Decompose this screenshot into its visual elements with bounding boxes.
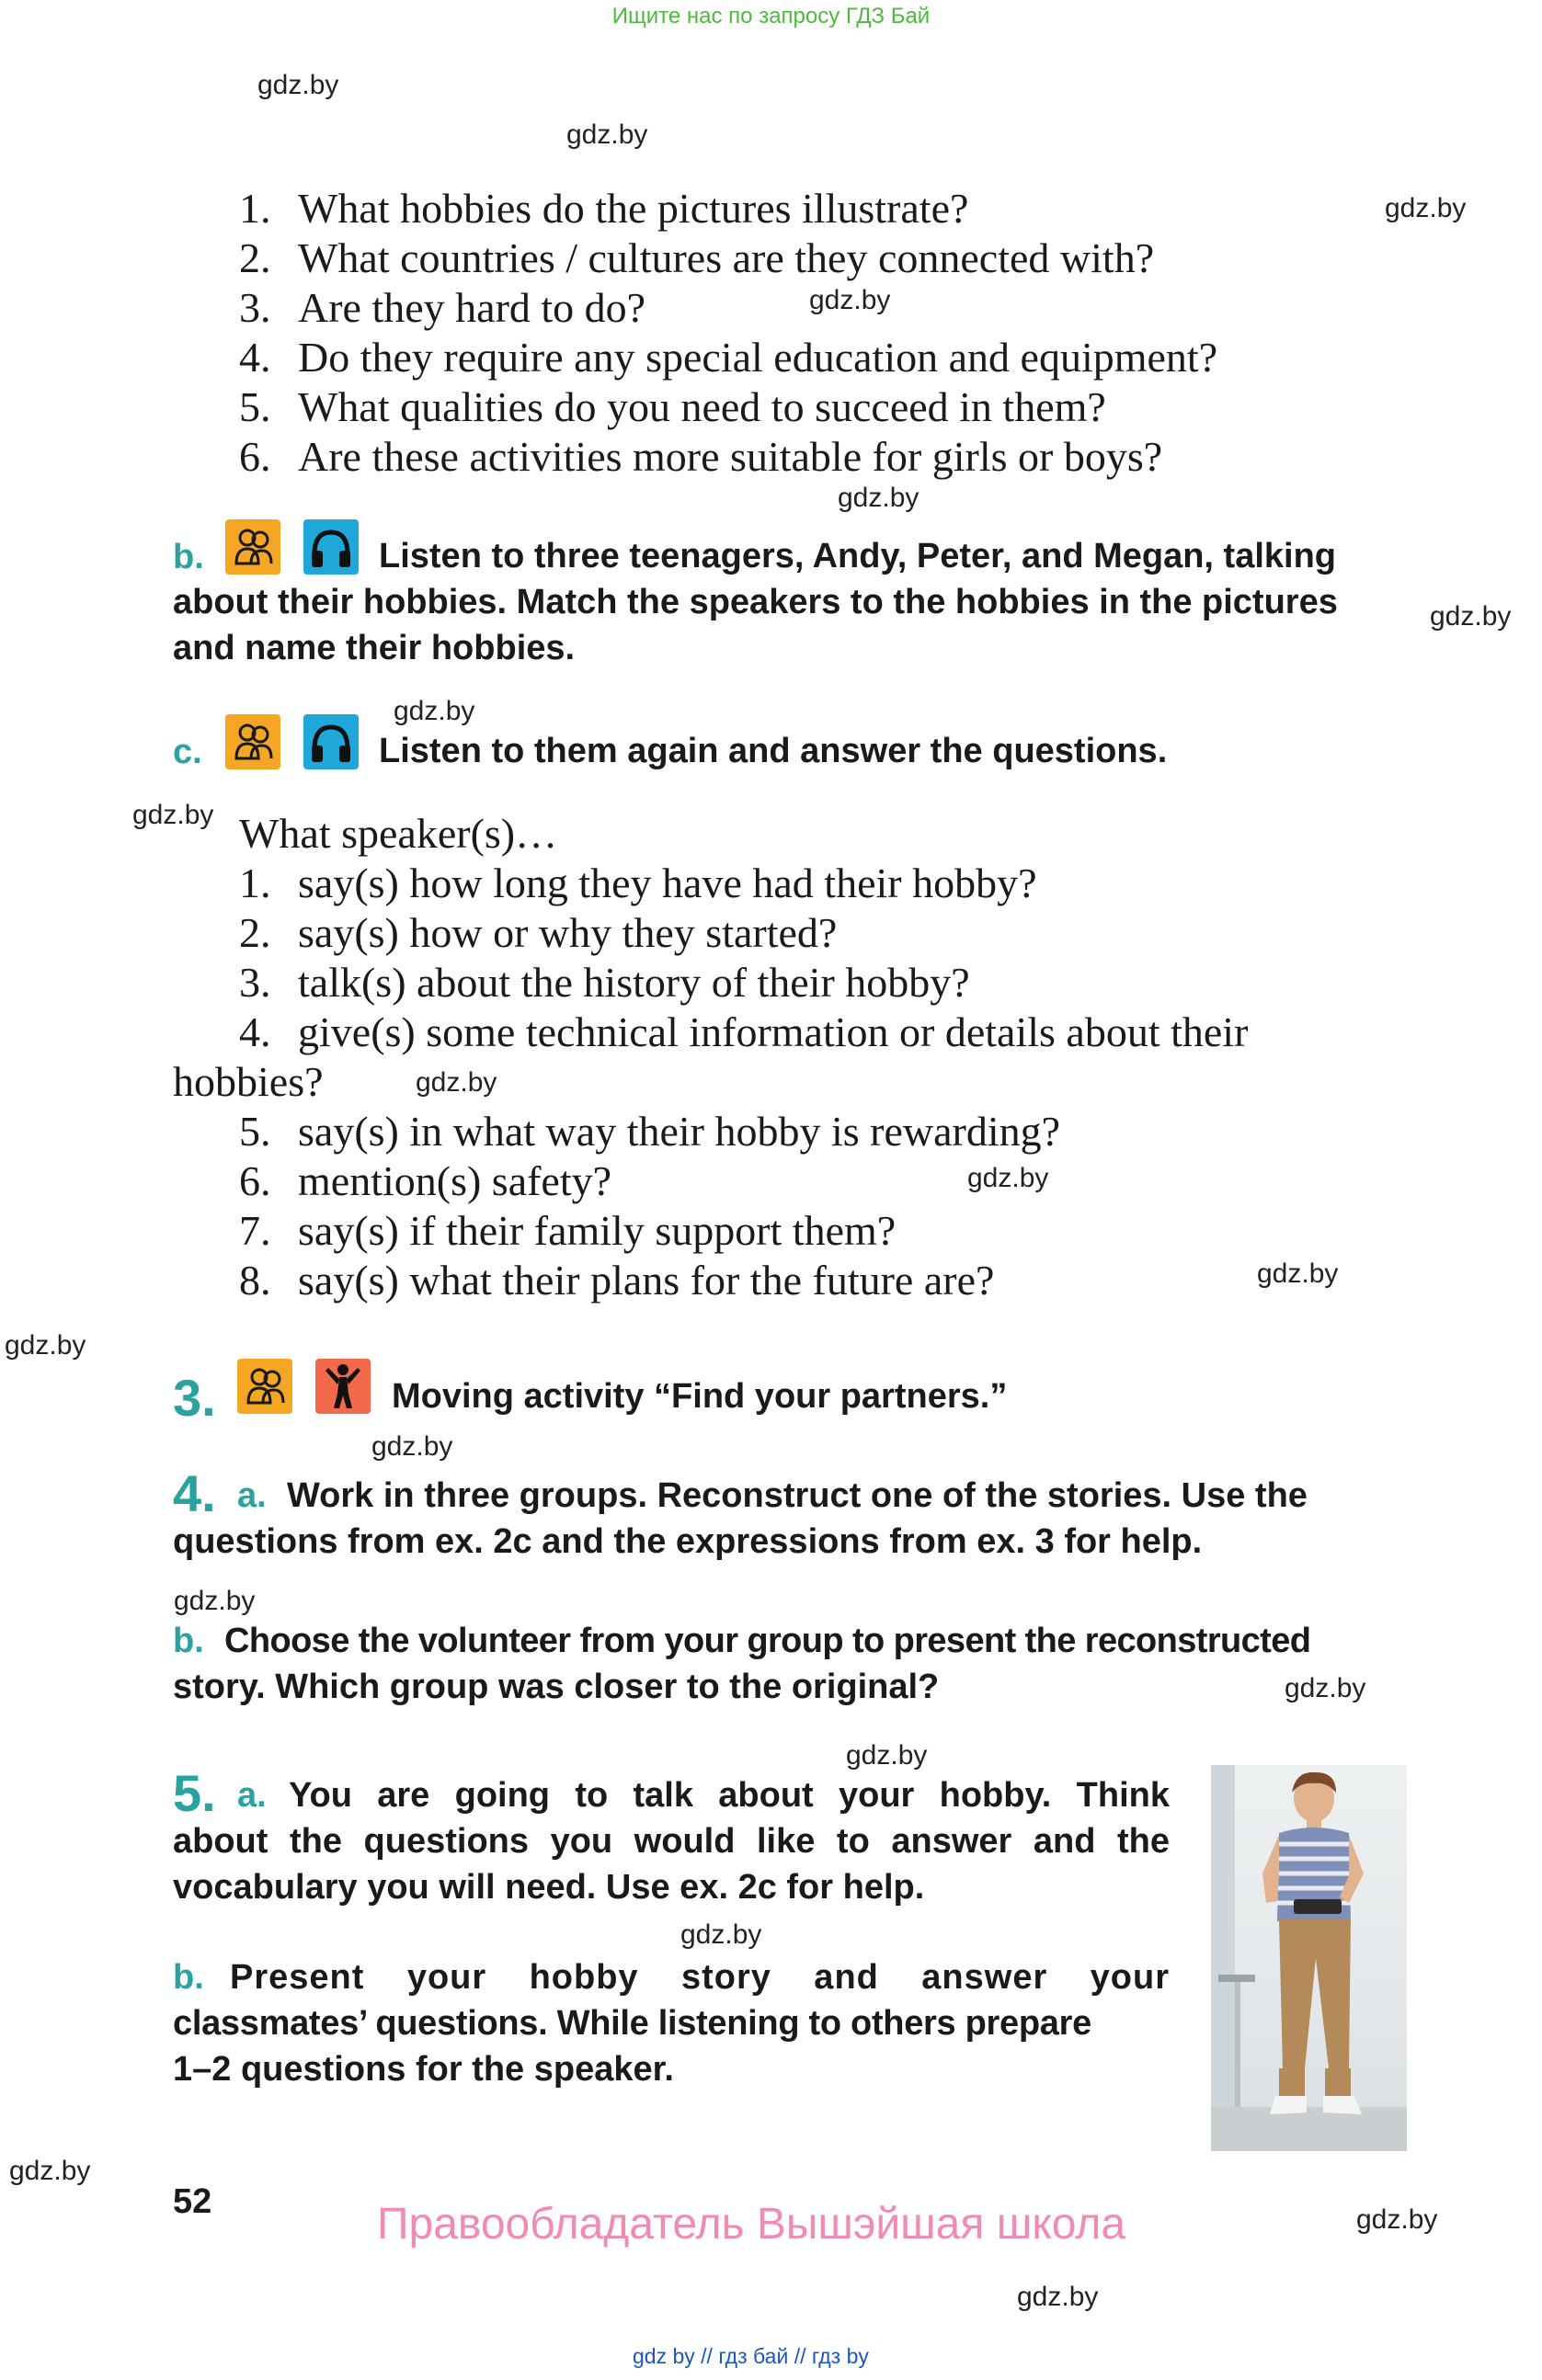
list-item: 6. Are these activities more suitable for girls or boys? bbox=[239, 433, 1163, 480]
exercise-5a-line: about the questions you would like to answer and the bbox=[173, 1822, 1170, 1861]
group-work-icon bbox=[237, 1359, 292, 1414]
task-letter: a. bbox=[237, 1476, 267, 1515]
exercise-5b-line: Present your hobby story and answer your bbox=[230, 1958, 1170, 1997]
watermark: gdz.by bbox=[132, 800, 214, 830]
teen-presenting-photo bbox=[1211, 1765, 1407, 2151]
list-item: 5. What qualities do you need to succeed in them? bbox=[239, 383, 1106, 430]
list-item: 1. What hobbies do the pictures illustrate? bbox=[239, 185, 969, 232]
footer-separator: // bbox=[701, 2344, 713, 2368]
list-item: 2. What countries / cultures are they connected with? bbox=[239, 234, 1155, 281]
footer-link[interactable]: gdz by bbox=[633, 2344, 695, 2368]
list-item: 5. say(s) in what way their hobby is rewarding? bbox=[239, 1108, 1061, 1155]
exercise-3-text: Moving activity “Find your partners.” bbox=[392, 1377, 1008, 1416]
list-item: 4. Do they require any special education and equipment? bbox=[239, 334, 1218, 381]
task-b-line: about their hobbies. Match the speakers to the hobbies in the pictures bbox=[173, 583, 1338, 621]
exercise-number: 3. bbox=[173, 1369, 216, 1427]
watermark: gdz.by bbox=[846, 1740, 928, 1771]
task-b-line: Listen to three teenagers, Andy, Peter, and Megan, talking bbox=[379, 537, 1337, 575]
watermark: gdz.by bbox=[9, 2156, 91, 2186]
watermark: gdz.by bbox=[394, 696, 475, 726]
task-c-text: Listen to them again and answer the questions. bbox=[379, 732, 1168, 770]
list-item: 3. talk(s) about the history of their hobby? bbox=[239, 959, 970, 1006]
footer-link[interactable]: гдз by bbox=[811, 2344, 869, 2368]
watermark: gdz.by bbox=[257, 70, 339, 100]
list-item: 4. give(s) some technical information or details about their bbox=[239, 1008, 1249, 1055]
watermark: gdz.by bbox=[967, 1163, 1049, 1193]
exercise-4a-line: questions from ex. 2c and the expressions from ex. 3 for help. bbox=[173, 1522, 1203, 1561]
list-item: 7. say(s) if their family support them? bbox=[239, 1207, 897, 1254]
list-item: 6. mention(s) safety? bbox=[239, 1157, 612, 1204]
exercise-5a-line: You are going to talk about your hobby. Think bbox=[289, 1776, 1170, 1815]
copyright-holder: Правообладатель Вышэйшая школа bbox=[377, 2200, 1126, 2249]
exercise-4a-line: Work in three groups. Reconstruct one of the stories. Use the bbox=[287, 1476, 1308, 1515]
group-work-icon bbox=[225, 714, 280, 769]
footer-links bbox=[633, 2344, 869, 2369]
exercise-4b-line: story. Which group was closer to the original? bbox=[173, 1668, 940, 1706]
headphones-icon bbox=[303, 714, 359, 769]
list-item: 1. say(s) how long they have had their hobby? bbox=[239, 860, 1037, 906]
watermark: gdz.by bbox=[174, 1586, 256, 1616]
watermark: gdz.by bbox=[680, 1919, 762, 1950]
watermark: gdz.by bbox=[1430, 601, 1512, 632]
headphones-icon bbox=[303, 519, 359, 575]
task-c-letter: c. bbox=[173, 733, 202, 771]
task-letter: b. bbox=[173, 1622, 204, 1660]
watermark: gdz.by bbox=[1257, 1258, 1339, 1289]
task-letter: a. bbox=[237, 1776, 267, 1815]
exercise-5b-line: classmates’ questions. While listening to others prepare bbox=[173, 2004, 1091, 2043]
exercise-5a-line: vocabulary you will need. Use ex. 2c for help. bbox=[173, 1868, 925, 1907]
list-item: 3. Are they hard to do? bbox=[239, 284, 646, 331]
watermark: gdz.by bbox=[566, 120, 648, 150]
exercise-4b-line: Choose the volunteer from your group to present the reconstructed bbox=[224, 1622, 1311, 1660]
list-item-continuation: hobbies? bbox=[173, 1058, 324, 1105]
speaker-intro: What speaker(s)… bbox=[239, 810, 558, 857]
top-banner: Ищите нас по запросу ГДЗ Бай bbox=[611, 4, 931, 28]
watermark: gdz.by bbox=[1017, 2282, 1099, 2312]
exercise-number: 4. bbox=[173, 1464, 216, 1522]
watermark: gdz.by bbox=[1385, 193, 1467, 223]
exercise-number: 5. bbox=[173, 1764, 216, 1822]
watermark: gdz.by bbox=[838, 483, 919, 513]
list-item: 8. say(s) what their plans for the future are? bbox=[239, 1257, 995, 1304]
task-b-letter: b. bbox=[173, 538, 204, 576]
watermark: gdz.by bbox=[809, 285, 891, 315]
task-letter: b. bbox=[173, 1958, 204, 1997]
watermark: gdz.by bbox=[371, 1431, 453, 1462]
watermark: gdz.by bbox=[416, 1067, 497, 1098]
watermark: gdz.by bbox=[1356, 2204, 1438, 2235]
footer-separator: // bbox=[794, 2344, 806, 2368]
group-work-icon bbox=[225, 519, 280, 575]
page-number: 52 bbox=[173, 2182, 212, 2221]
watermark: gdz.by bbox=[5, 1330, 86, 1361]
watermark: gdz.by bbox=[1285, 1673, 1366, 1703]
task-b-line: and name their hobbies. bbox=[173, 629, 576, 667]
moving-activity-icon bbox=[315, 1359, 371, 1414]
footer-link[interactable]: гдз бай bbox=[718, 2344, 789, 2368]
exercise-5b-line: 1–2 questions for the speaker. bbox=[173, 2050, 674, 2089]
list-item: 2. say(s) how or why they started? bbox=[239, 909, 838, 956]
